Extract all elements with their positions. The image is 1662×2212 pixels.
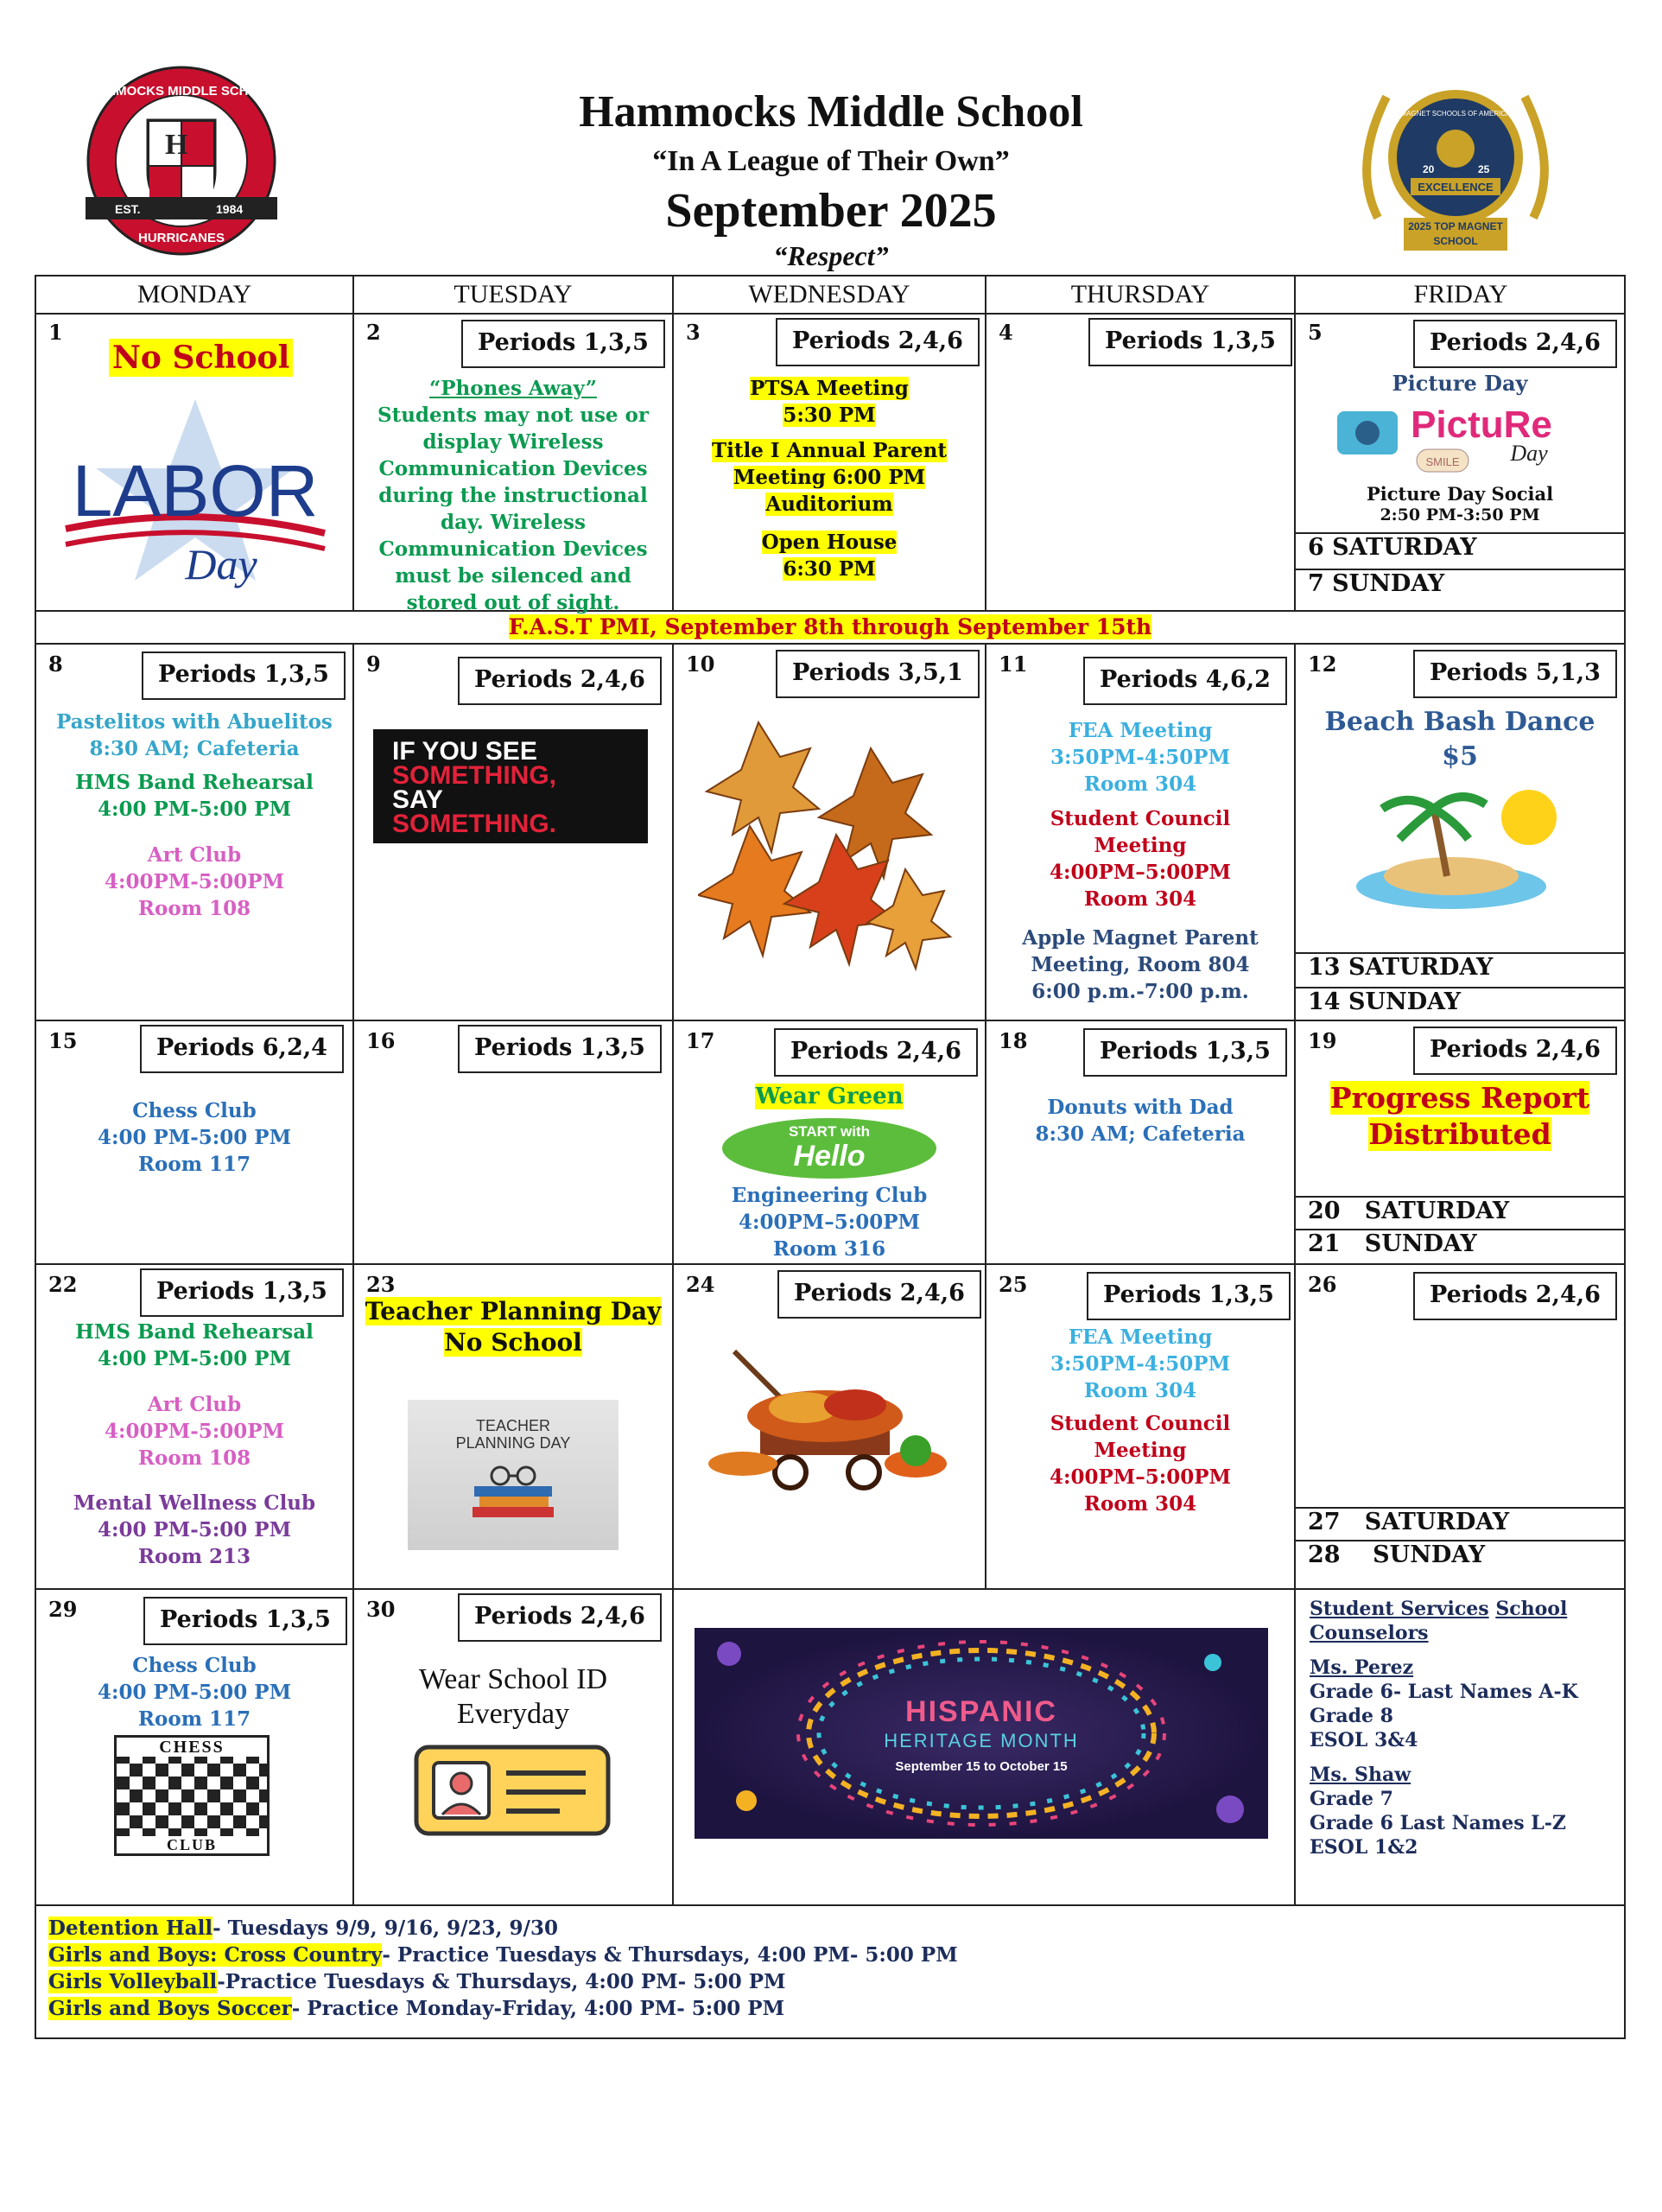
- title-one-meeting-event: Title I Annual Parent Meeting 6:00 PM Auditorium: [712, 439, 947, 516]
- progress-report-event: Progress Report Distributed: [1329, 1081, 1590, 1151]
- day-number: 5: [1308, 320, 1323, 345]
- crest-ring-bottom: HURRICANES: [137, 231, 225, 245]
- saturday-20: 20 SATURDAY: [1308, 1198, 1510, 1224]
- day-number: 23: [366, 1272, 396, 1297]
- day-cell-26: [1296, 1265, 1624, 1507]
- period-schedule: Periods 3,5,1: [776, 650, 980, 698]
- picture-day-image: [1330, 396, 1589, 482]
- day-number: 10: [686, 652, 715, 677]
- period-schedule: Periods 2,4,6: [1413, 1027, 1617, 1075]
- chess-club-event: Chess Club 4:00 PM-5:00 PM Room 117: [97, 1099, 292, 1176]
- hispanic-heritage-image: [695, 1628, 1268, 1839]
- day-cell-10: [674, 645, 985, 1020]
- art-club-event: Art Club 4:00PM-5:00PM Room 108: [104, 1393, 285, 1470]
- day-cell-9: [354, 645, 672, 1020]
- day-word: Day: [185, 540, 257, 588]
- sunday-14: 14 SUNDAY: [1308, 988, 1461, 1015]
- pastelitos-event: Pastelitos with Abuelitos 8:30 AM; Cafeteria: [56, 710, 333, 760]
- calendar-grid: [35, 275, 1626, 2039]
- day-cell-22: [36, 1265, 352, 1588]
- period-schedule: Periods 2,4,6: [774, 1028, 978, 1077]
- footer-line-volleyball: Girls Volleyball-Practice Tuesdays & Thursdays, 4:00 PM- 5:00 PM: [48, 1970, 786, 1993]
- period-schedule: Periods 1,3,5: [461, 320, 665, 368]
- day-number: 30: [366, 1597, 396, 1622]
- day-cell-11: [986, 645, 1294, 1020]
- hispanic-title: HISPANIC: [905, 1695, 1057, 1728]
- picture-day-title: Picture Day: [1392, 371, 1528, 396]
- saturday-13: 13 SATURDAY: [1308, 954, 1494, 981]
- day-cell-3: [674, 313, 985, 610]
- heritage-month-title: HERITAGE MONTH: [884, 1730, 1079, 1751]
- start-with-hello-image: START with Hello: [722, 1118, 936, 1179]
- period-schedule: Periods 2,4,6: [458, 657, 662, 705]
- day-number: 12: [1308, 652, 1337, 677]
- day-cell-4: [986, 313, 1294, 610]
- weekday-friday: FRIDAY: [1296, 276, 1626, 315]
- footer-line-soccer: Girls and Boys Soccer- Practice Monday-Friday, 4:00 PM- 5:00 PM: [48, 1997, 785, 2020]
- counselor-shaw-name: Ms. Shaw: [1310, 1764, 1411, 1786]
- activities-footer: [48, 1915, 1603, 2022]
- band-rehearsal-event: HMS Band Rehearsal 4:00 PM-5:00 PM: [75, 771, 314, 821]
- day-number: 8: [48, 652, 63, 677]
- no-school-label: No School: [109, 339, 293, 377]
- period-schedule: Periods 1,3,5: [458, 1025, 662, 1073]
- period-schedule: Periods 2,4,6: [1413, 1272, 1617, 1320]
- day-number: 25: [999, 1272, 1028, 1297]
- donuts-with-dad-event: Donuts with Dad 8:30 AM; Cafeteria: [1035, 1096, 1246, 1146]
- school-name: Hammocks Middle School: [579, 87, 1083, 137]
- day-number: 24: [686, 1272, 715, 1297]
- saturday-27: 27 SATURDAY: [1308, 1509, 1510, 1535]
- counselors-heading-line2: Counselors: [1310, 1622, 1429, 1644]
- day-cell-1: [36, 313, 352, 610]
- sunday-21: 21 SUNDAY: [1308, 1230, 1477, 1257]
- day-cell-2: [354, 313, 672, 614]
- crest-ring-top: HAMMOCKS MIDDLE SCHOOL: [86, 84, 276, 99]
- band-rehearsal-event: HMS Band Rehearsal 4:00 PM-5:00 PM: [75, 1320, 314, 1370]
- fea-meeting-event: FEA Meeting 3:50PM-4:50PM Room 304: [1050, 719, 1231, 796]
- calendar-month: September 2025: [665, 184, 997, 238]
- period-schedule: Periods 1,3,5: [1088, 318, 1292, 366]
- award-year-left: 20: [1423, 163, 1435, 175]
- smile-word: SMILE: [1425, 455, 1460, 468]
- student-council-event: Student Council Meeting 4:00PM–5:00PM Room 304: [1049, 1412, 1231, 1516]
- heritage-month-dates: September 15 to October 15: [895, 1759, 1068, 1774]
- award-year-right: 25: [1478, 163, 1490, 175]
- crest-year: 1984: [216, 202, 244, 216]
- footer-line-cross-country: Girls and Boys: Cross Country- Practice Tuesdays & Thursdays, 4:00 PM- 5:00 PM: [48, 1943, 958, 1967]
- period-schedule: Periods 2,4,6: [458, 1593, 662, 1642]
- counselor-shaw-line: Grade 6 Last Names L-Z: [1310, 1812, 1566, 1834]
- hispanic-heritage-cell: [674, 1590, 1294, 1904]
- school-motto: “In A League of Their Own”: [652, 145, 1010, 177]
- teacher-planning-image: TEACHER PLANNING DAY: [408, 1400, 618, 1550]
- day-cell-29: [36, 1590, 352, 1904]
- weekday-wednesday: WEDNESDAY: [674, 276, 985, 315]
- picture-day-word: Day: [1510, 441, 1548, 466]
- fea-meeting-event: FEA Meeting 3:50PM-4:50PM Room 304: [1050, 1325, 1231, 1402]
- day-number: 3: [686, 320, 701, 345]
- weekday-thursday: THURSDAY: [986, 276, 1294, 315]
- sunday-28: 28 SUNDAY: [1308, 1541, 1486, 1568]
- day-number: 1: [48, 320, 63, 345]
- day-number: 29: [48, 1597, 78, 1622]
- day-cell-23: [354, 1265, 672, 1588]
- period-schedule: Periods 1,3,5: [1083, 1028, 1287, 1077]
- period-schedule: Periods 1,3,5: [1087, 1272, 1291, 1320]
- counselor-perez-line: Grade 6- Last Names A-K: [1310, 1681, 1578, 1703]
- day-number: 2: [366, 320, 381, 345]
- day-number: 16: [366, 1028, 396, 1053]
- day-number: 19: [1308, 1028, 1337, 1053]
- fall-wagon-image: [708, 1334, 950, 1507]
- day-cell-17: [674, 1021, 985, 1263]
- id-card-icon: [413, 1744, 612, 1839]
- picture-word: PictuRe: [1411, 404, 1552, 446]
- day-cell-12: [1296, 645, 1624, 952]
- day-number: 26: [1308, 1272, 1337, 1297]
- labor-day-image: [57, 391, 333, 598]
- period-schedule: Periods 2,4,6: [776, 318, 980, 366]
- day-number: 4: [999, 320, 1013, 345]
- labor-word: LABOR: [72, 450, 319, 531]
- counselor-perez-name: Ms. Perez: [1310, 1656, 1414, 1679]
- monthly-theme: “Respect”: [773, 240, 889, 271]
- ptsa-meeting-event: PTSA Meeting 5:30 PM: [750, 377, 909, 427]
- teacher-planning-day-event: Teacher Planning Day No School: [365, 1297, 662, 1357]
- sunday-7: 7 SUNDAY: [1308, 570, 1445, 597]
- day-cell-30: [354, 1590, 672, 1904]
- picture-day-social-event: Picture Day Social 2:50 PM-3:50 PM: [1366, 483, 1554, 524]
- period-schedule: Periods 1,3,5: [143, 1597, 347, 1645]
- period-schedule: Periods 1,3,5: [140, 1268, 344, 1317]
- period-schedule: Periods 5,1,3: [1413, 650, 1617, 698]
- counselors-cell: [1296, 1590, 1624, 1904]
- chess-club-event: Chess Club 4:00 PM-5:00 PM Room 117: [97, 1654, 292, 1731]
- day-cell-25: [986, 1265, 1294, 1588]
- counselor-perez-line: Grade 8: [1310, 1705, 1393, 1727]
- phones-away-policy: “Phones Away” Students may not use or display Wireless Communication Devices during the instructional day. Wireless Communication Devices must be silenced and stored out of sight.: [377, 377, 650, 614]
- day-cell-19: [1296, 1021, 1624, 1196]
- student-council-event: Student Council Meeting 4:00PM–5:00PM Room 304: [1049, 807, 1231, 911]
- award-word: EXCELLENCE: [1418, 181, 1494, 194]
- footer-line-detention: Detention Hall- Tuesdays 9/9, 9/16, 9/23, 9/30: [48, 1916, 558, 1940]
- fast-pmi-banner: F.A.S.T PMI, September 8th through September 15th: [508, 614, 1152, 639]
- period-schedule: Periods 1,3,5: [142, 652, 346, 700]
- weekday-monday: MONDAY: [36, 276, 352, 315]
- day-number: 11: [999, 652, 1028, 677]
- period-schedule: Periods 4,6,2: [1083, 657, 1287, 705]
- open-house-event: Open House 6:30 PM: [761, 531, 898, 581]
- school-crest-logo: [82, 59, 281, 266]
- mental-wellness-club-event: Mental Wellness Club 4:00 PM-5:00 PM Room 213: [73, 1491, 316, 1568]
- period-schedule: Periods 2,4,6: [777, 1270, 981, 1319]
- autumn-leaves-image: [698, 714, 957, 973]
- counselor-shaw-line: ESOL 1&2: [1310, 1836, 1418, 1859]
- crest-est: EST.: [115, 202, 141, 216]
- day-cell-18: [986, 1021, 1294, 1263]
- saturday-6: 6 SATURDAY: [1308, 534, 1477, 561]
- period-schedule: Periods 2,4,6: [1413, 320, 1617, 368]
- beach-island-image: [1348, 774, 1581, 912]
- day-number: 15: [48, 1028, 78, 1053]
- day-number: 9: [366, 652, 381, 677]
- day-cell-24: [674, 1265, 985, 1588]
- engineering-club-event: Engineering Club 4:00PM–5:00PM Room 316: [731, 1184, 928, 1261]
- period-schedule: Periods 6,2,4: [140, 1025, 344, 1073]
- wear-school-id-event: Wear School ID Everyday: [418, 1663, 608, 1730]
- counselors-heading: Student Services School: [1310, 1598, 1568, 1620]
- crest-initial: H: [165, 129, 188, 161]
- see-something-sign: IF YOU SEE SOMETHING, SAY SOMETHING.: [373, 729, 648, 843]
- apple-magnet-meeting-event: Apple Magnet Parent Meeting, Room 804 6:00 p.m.-7:00 p.m.: [1022, 926, 1259, 1003]
- day-number: 18: [999, 1028, 1028, 1053]
- day-cell-5: [1296, 313, 1624, 532]
- day-number: 17: [686, 1028, 715, 1053]
- award-ring-text: MAGNET SCHOOLS OF AMERICA: [1400, 110, 1511, 118]
- counselor-shaw-line: Grade 7: [1310, 1788, 1393, 1810]
- day-cell-15: [36, 1021, 352, 1263]
- beach-bash-event: Beach Bash Dance $5: [1324, 707, 1595, 772]
- award-ribbon: 2025 TOP MAGNET SCHOOL: [1408, 220, 1503, 247]
- weekday-tuesday: TUESDAY: [354, 276, 672, 315]
- art-club-event: Art Club 4:00PM-5:00PM Room 108: [104, 843, 285, 920]
- day-cell-16: [354, 1021, 672, 1263]
- wear-green-label: Wear Green: [755, 1084, 904, 1109]
- magnet-award-logo: [1343, 71, 1568, 261]
- day-number: 22: [48, 1272, 78, 1297]
- counselor-perez-line: ESOL 3&4: [1310, 1729, 1418, 1751]
- day-cell-8: [36, 645, 352, 1020]
- chess-club-image: CHESS CLUB: [114, 1735, 270, 1856]
